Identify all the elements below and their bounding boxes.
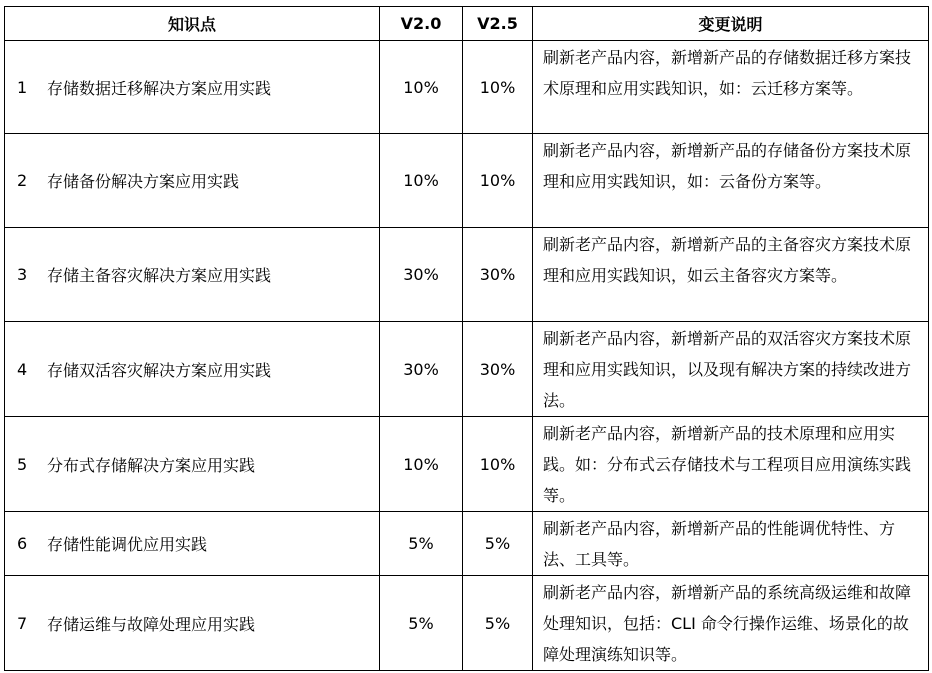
v20-percentage: 5% (380, 576, 463, 671)
knowledge-point-cell (5, 512, 380, 576)
table-row (5, 41, 929, 134)
change-description: 刷新老产品内容，新增新产品的性能调优特性、方法、工具等。 (533, 512, 929, 576)
v25-percentage: 10% (463, 41, 533, 134)
knowledge-point-cell (5, 322, 380, 417)
table-row (5, 512, 929, 576)
table-header-row (5, 7, 929, 41)
row-number: 4 (17, 359, 28, 379)
change-description: 刷新老产品内容，新增新产品的存储备份方案技术原理和应用实践知识，如：云备份方案等。 (533, 134, 929, 228)
change-description: 刷新老产品内容，新增新产品的技术原理和应用实践。如：分布式云存储技术与工程项目应用演练实践等。 (533, 417, 929, 512)
row-number: 6 (17, 534, 28, 553)
v25-percentage: 30% (463, 228, 533, 322)
v20-percentage: 30% (380, 322, 463, 417)
row-number: 5 (17, 454, 28, 474)
change-description: 刷新老产品内容，新增新产品的存储数据迁移方案技术原理和应用实践知识，如：云迁移方案等。 (533, 41, 929, 134)
v25-percentage: 10% (463, 417, 533, 512)
knowledge-point-cell (5, 417, 380, 512)
v20-percentage: 30% (380, 228, 463, 322)
header-change-description: 变更说明 (533, 7, 929, 41)
row-number: 1 (17, 77, 28, 97)
change-description: 刷新老产品内容，新增新产品的系统高级运维和故障处理知识，包括：CLI 命令行操作运维、场景化的故障处理演练知识等。 (533, 576, 929, 671)
knowledge-point-name: 存储主备容灾解决方案应用实践 (47, 266, 272, 285)
knowledge-point-cell (5, 576, 380, 671)
row-number: 7 (17, 613, 28, 633)
v20-percentage: 10% (380, 417, 463, 512)
header-v25: V2.5 (463, 7, 533, 41)
knowledge-point-name: 存储双活容灾解决方案应用实践 (47, 360, 272, 380)
row-number: 3 (17, 265, 28, 284)
knowledge-point-name: 存储性能调优应用实践 (47, 535, 208, 554)
knowledge-point-name: 存储运维与故障处理应用实践 (47, 614, 256, 634)
knowledge-point-cell (5, 228, 380, 322)
header-knowledge-point: 知识点 (5, 7, 380, 41)
knowledge-point-name: 分布式存储解决方案应用实践 (47, 455, 256, 475)
table-row (5, 228, 929, 322)
knowledge-point-name: 存储数据迁移解决方案应用实践 (47, 78, 272, 98)
v25-percentage: 5% (463, 512, 533, 576)
knowledge-point-name: 存储备份解决方案应用实践 (47, 172, 240, 191)
knowledge-points-table (4, 6, 929, 671)
v20-percentage: 10% (380, 41, 463, 134)
table-row (5, 134, 929, 228)
v25-percentage: 10% (463, 134, 533, 228)
row-number: 2 (17, 171, 28, 190)
header-v20: V2.0 (380, 7, 463, 41)
knowledge-point-cell (5, 41, 380, 134)
change-description: 刷新老产品内容，新增新产品的主备容灾方案技术原理和应用实践知识，如云主备容灾方案等。 (533, 228, 929, 322)
v20-percentage: 5% (380, 512, 463, 576)
v25-percentage: 30% (463, 322, 533, 417)
table-row (5, 417, 929, 512)
table-row (5, 322, 929, 417)
table-row (5, 576, 929, 671)
v20-percentage: 10% (380, 134, 463, 228)
knowledge-point-cell (5, 134, 380, 228)
v25-percentage: 5% (463, 576, 533, 671)
change-description: 刷新老产品内容，新增新产品的双活容灾方案技术原理和应用实践知识，以及现有解决方案的持续改进方法。 (533, 322, 929, 417)
